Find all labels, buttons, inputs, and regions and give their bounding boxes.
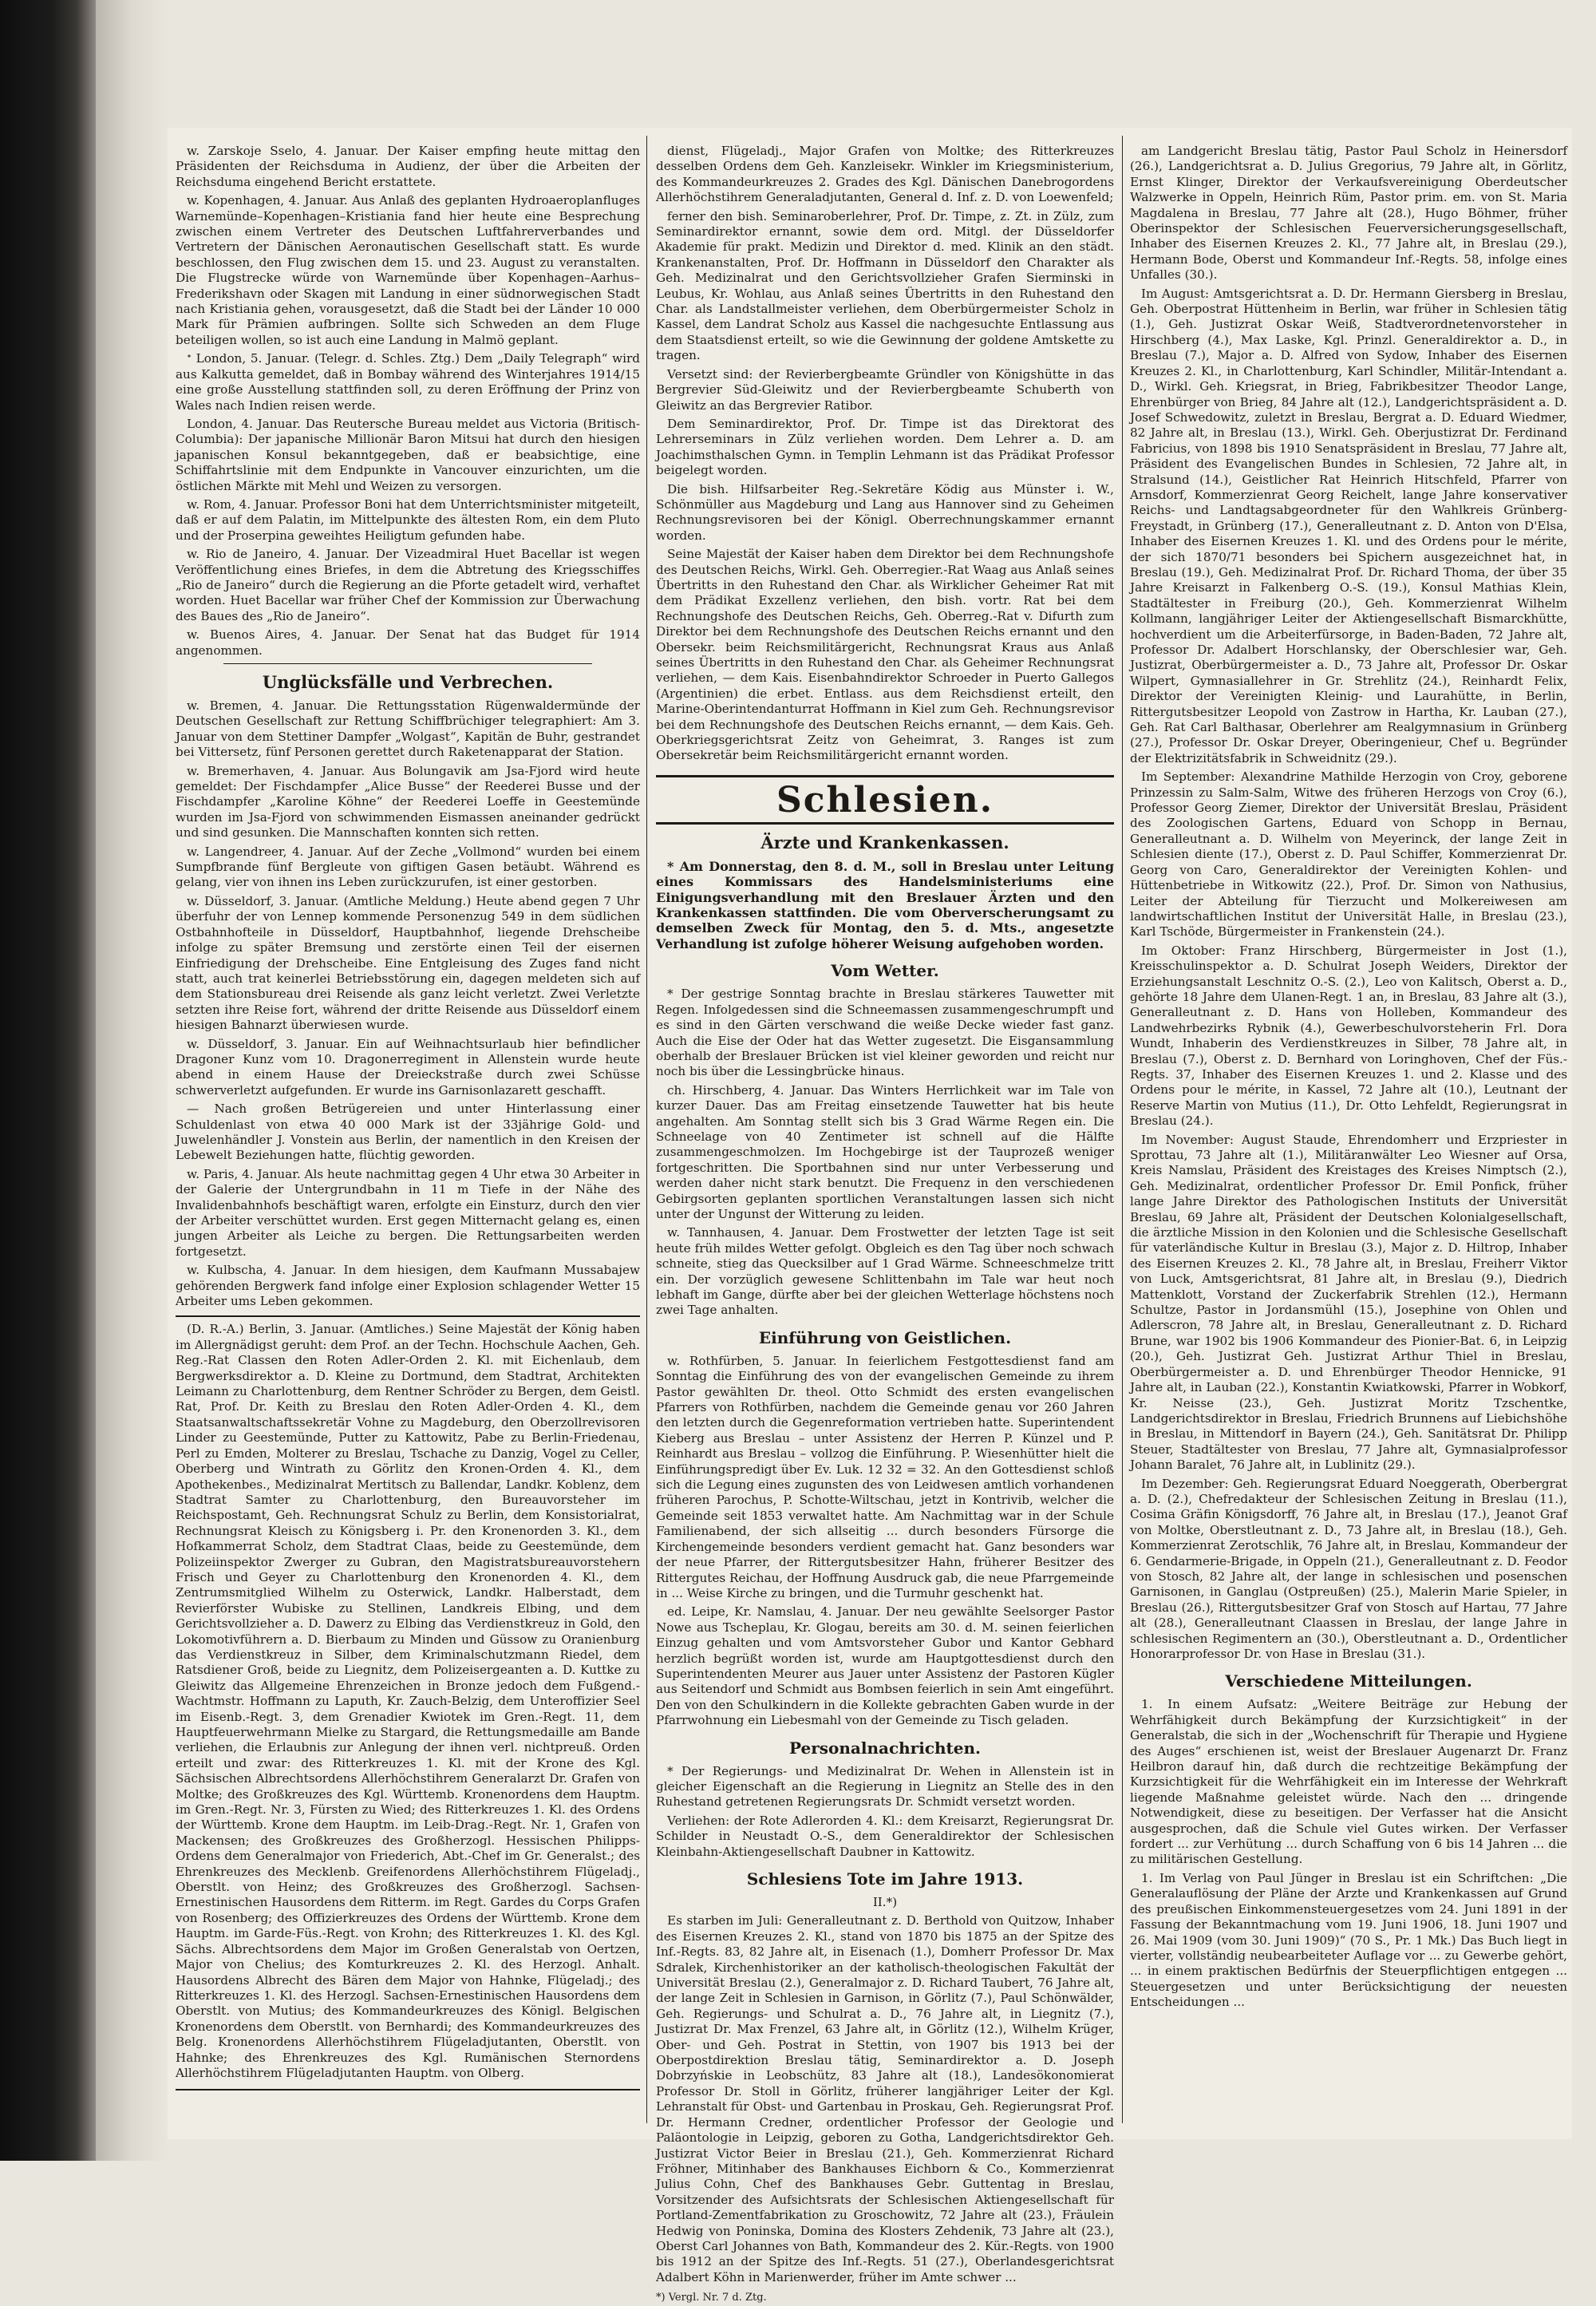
news-item: 1. In einem Aufsatz: „Weitere Beiträge zur Hebung der Wehrfähigkeit durch Bekämpfung der Kurzsichtigkeit“ in der Generalstab, die sich in der „Wochenschrift für Therapie und Hygiene des Auges“ erschienen ist, weist der Breslauer Augenarzt Dr. Franz Heilbron darauf hin, daß durch die rechtzeitige Bekämpfung der Kurzsichtigkeit für die Wehrfähigkeit ein im Interesse der Wehrkraft liegende Maßnahme geleistet würde. Nach den ... dringende Notwendigkeit, diese zu beseitigen. Der Verfasser hat die Ansicht ausgesprochen, daß die Schule viel Gutes wirken. Der Verfasser fordert ... zur Verhütung ... durch Schaffung von 6 bis 14 Jahren ... die zu militärischen Gestellung. bbox=[1130, 1697, 1567, 1867]
news-item: w. Bremen, 4. Januar. Die Rettungsstation Rügenwaldermünde der Deutschen Gesellschaft zur Rettung Schiffbrüchiger telegraphiert: Am 3. Januar von dem Stettiner Dampfer „Wolgast“, Kapitän de Buhr, gestrandet bei Vittersetz, fünf Personen gerettet durch Raketenapparat der Station. bbox=[176, 698, 640, 760]
news-item: Im Dezember: Geh. Regierungsrat Eduard Noeggerath, Oberbergrat a. D. (2.), Chefredakteur der Schlesischen Zeitung in Breslau (11.), Cosima Gräfin Königsdorff, 76 Jahre alt, in Breslau (17.), Jeanot Graf von Moltke, Oberstleutnant z. D., 73 Jahre alt, in Breslau (18.), Geh. Kommerzienrat Zerotschlik, 76 Jahre alt, in Breslau, Kommandeur der 6. Gendarmerie-Brigade, in Oppeln (21.), Generalleutnant z. D. Feodor von Stosch, 82 Jahre alt, der lange in schlesischen und posenschen Garnisonen, in Ganglau (Ostpreußen) (25.), Malerin Marie Spieler, in Breslau (26.), Rittergutsbesitzer Graf von Stosch auf Hartau, 77 Jahre alt (28.), Generalleutnant Claassen in Breslau, der lange Jahre in schlesischen Regimentern an (30.), Oberstleutnant a. D., Ordentlicher Honorarprofessor Dr. von Hase in Breslau (31.). bbox=[1130, 1476, 1567, 1661]
news-item: Versetzt sind: der Revierbergbeamte Gründler von Königshütte in das Bergrevier Süd-Gleiwitz und der Revierbergbeamte Schuberth von Gleiwitz an das Bergrevier Ratibor. bbox=[656, 366, 1114, 413]
news-item: ed. Leipe, Kr. Namslau, 4. Januar. Der neu gewählte Seelsorger Pastor Nowe aus Tscheplau, Kr. Glogau, bereits am 30. d. M. seinen feierlichen Einzug gehalten und vom Amtsvorsteher Gubor und Kantor Gebhard herzlich begrüßt worden ist, wurde am Hauptgottesdienst durch den Superintendenten Meurer aus Jauer unter Assistenz der Pastoren Kügler aus Seitendorf und Schmidt aus Bombsen feierlich in sein Amt eingeführt. Den von den Schulkindern in die Kollekte gebrachten Gaben wurde in der Pfarrwohnung ein Liebesmahl von der Gemeinde zu Tisch geladen. bbox=[656, 1604, 1114, 1728]
news-item: w. Tannhausen, 4. Januar. Dem Frostwetter der letzten Tage ist seit heute früh mildes Wetter gefolgt. Obgleich es den Tag über noch schwach schneite, stieg das Quecksilber auf 1 Grad Wärme. Schneeschmelze tritt ein. Der vorzüglich gewesene Schlittenbahn im Tale war heut noch lebhaft im Gange, dürfte aber bei der gleichen Wetterlage höchstens noch zwei Tage anhalten. bbox=[656, 1225, 1114, 1318]
news-item: Es starben im Juli: Generalleutnant z. D. Berthold von Quitzow, Inhaber des Eisernen Kreuzes 2. Kl., stand von 1870 bis 1875 an der Spitze des Inf.-Regts. 83, 82 Jahre alt, in Eisenach (1.), Domherr Professor Dr. Max Sdralek, Kirchenhistoriker an der katholisch-theologischen Fakultät der Universität Breslau (2.), Generalmajor z. D. Richard Taubert, 76 Jahre alt, der lange Zeit in Schlesien in Garnison, in Görlitz (7.), Paul Schönwälder, Geh. Regierungs- und Schulrat a. D., 76 Jahre alt, in Liegnitz (7.), Justizrat Dr. Max Frenzel, 63 Jahre alt, in Görlitz (12.), Wilhelm Krüger, Ober- und Geh. Postrat in Stettin, von 1907 bis 1913 bei der Oberpostdirektion Breslau tätig, Seminardirektor a. D. Joseph Dobrzyńskie in Leobschütz, 83 Jahre alt (18.), Landesökonomierat Professor Dr. Stoll in Görlitz, früherer langjähriger Leiter der Kgl. Lehranstalt für Obst- und Gartenbau in Proskau, Geh. Regierungsrat Prof. Dr. Hermann Credner, ordentlicher Professor der Geologie und Paläontologie in Leipzig, geboren zu Gotha, Landgerichtsdirektor Geh. Justizrat Victor Beier in Breslau (21.), Geh. Kommerzienrat Richard Fröhner, Mitinhaber des Bankhauses Eichborn & Co., Kommerzienrat Julius Cohn, Chef des Bankhauses Gebr. Guttentag in Breslau, Vorsitzender des Aufsichtsrats der Schlesischen Aktiengesellschaft für Portland-Zementfabrikation zu Groschowitz, 72 Jahre alt (23.), Fräulein Hedwig von Poninska, Domina des Klosters Zehdenik, 73 Jahre alt (23.), Oberst Carl Johannes von Bath, Kommandeur des 2. Kür.-Regts. von 1900 bis 1912 an der Spitze des Inf.-Regts. 51 (27.), Oberlandesgerichtsrat Adalbert Köhn in Marienwerder, früher im Amte schwer ... bbox=[656, 1913, 1114, 2284]
section-heading: Einführung von Geistlichen. bbox=[758, 1327, 1012, 1347]
section-heading: Personalnachrichten. bbox=[789, 1738, 981, 1758]
news-item: w. Kulbscha, 4. Januar. In dem hiesigen, dem Kaufmann Mussabajew gehörenden Bergwerk fand infolge einer Explosion schlagender Wetter 15 Arbeiter ums Leben gekommen. bbox=[176, 1263, 640, 1309]
news-item: * Der Regierungs- und Medizinalrat Dr. Wehen in Allenstein ist in gleicher Eigenschaft an die Regierung in Liegnitz an Stelle des in den Ruhestand getretenen Regierungsrats Dr. Schmidt versetzt worden. bbox=[656, 1763, 1114, 1810]
news-item: Verliehen: der Rote Adlerorden 4. Kl.: dem Kreisarzt, Regierungsrat Dr. Schilder in Neustadt O.-S., dem Generaldirektor der Schlesischen Kleinbahn-Aktiengesellschaft Daubner in Kattowitz. bbox=[656, 1813, 1114, 1859]
news-item: London, 4. Januar. Das Reutersche Bureau meldet aus Victoria (Britisch-Columbia): Der japanische Millionär Baron Mitsui hat durch den hiesigen japanischen Konsul bekanntgegeben, daß er beabsichtige, eine Schiffahrtslinie mit dem Endpunkte in Vancouver einzurichten, um die östlichen Märkte mit Mehl und Weizen zu versorgen. bbox=[176, 416, 640, 493]
news-item: Seine Majestät der Kaiser haben dem Direktor bei dem Rechnungshofe des Deutschen Reichs, Wirkl. Geh. Oberregier.-Rat Waag aus Anlaß seines Übertritts in den Ruhestand den Char. als Wirklicher Geheimer Rat mit dem Prädikat Exzellenz verliehen, den bish. vortr. Rat bei dem Rechnungshofe des Deutschen Reichs, Geh. Oberreg.-Rat v. Difurth zum Direktor bei dem Rechnungshofe des Deutschen Reichs ernannt und den Obersekr. beim Reichsmilitärgericht, Rechnungsrat Kraus aus Anlaß seines Übertritts in den Ruhestand den Char. als Geheimer Rechnungsrat verliehen, — dem Kais. Eisenbahndirektor Schroeder in Puerto Gallegos (Argentinien) die erbet. Entlass. aus dem Reichsdienst erteilt, den Marine-Oberintendanturrat Hoffmann in Kiel zum Geh. Rechnungsrevisor bei dem Rechnungshofe des Deutschen Reichs ernannt, — dem Kais. Geh. Oberkriegsgerichtsrat Zeitz von Geheimrat, 3. Ranges ist zum Obersekretär beim Reichsmilitärgericht ernannt worden. bbox=[656, 547, 1114, 763]
column-1 bbox=[176, 144, 640, 2123]
news-item: w. Rom, 4. Januar. Professor Boni hat dem Unterrichtsminister mitgeteilt, daß er auf dem Palatin, im Mittelpunkte des ältesten Rom, ein dem Pluto und der Proserpina geweihtes Heiligtum gefunden habe. bbox=[176, 496, 640, 543]
section-heading: Vom Wetter. bbox=[831, 961, 939, 981]
column-2 bbox=[656, 144, 1114, 2304]
section-heading: Schlesiens Tote im Jahre 1913. bbox=[746, 1869, 1024, 1889]
news-item: w. Düsseldorf, 3. Januar. Ein auf Weihnachtsurlaub hier befindlicher Dragoner Kunz vom 10. Dragonerregiment in Allenstein wurde heute abend in einem Hause der Dreieckstraße durch zwei Schüsse schwerverletzt aufgefunden. Er wurde ins Garnisonlazarett geschafft. bbox=[176, 1036, 640, 1098]
news-item: * Der gestrige Sonntag brachte in Breslau stärkeres Tauwetter mit Regen. Infolgedessen sind die Schneemassen zusammengeschrumpft und es sind in den Gärten verschwand die weiße Decke wieder fast ganz. Auch die Eise der Oder hat das Wetter zugesetzt. Die Eisgansammlung oberhalb der Breslauer Brücken ist viel kleiner geworden und reicht nur noch bis über die Lessingbrücke hinaus. bbox=[656, 987, 1114, 1079]
news-item: w. Rio de Janeiro, 4. Januar. Der Vizeadmiral Huet Bacellar ist wegen Veröffentlichung eines Briefes, in dem die Abtretung des Kriegsschiffes „Rio de Janeiro“ durch die Regierung an die Pforte getadelt wird, verhaftet worden. Huet Bacellar war früher Chef der Kommission zur Überwachung des Baues des „Rio de Janeiro“. bbox=[176, 547, 640, 623]
news-item: Dem Seminardirektor, Prof. Dr. Timpe ist das Direktorat des Lehrerseminars in Zülz verliehen worden. Dem Lehrer a. D. am Joachimsthalschen Gymn. in Templin Lehmann ist das Prädikat Professor beigelegt worden. bbox=[656, 416, 1114, 478]
news-item: w. Düsseldorf, 3. Januar. (Amtliche Meldung.) Heute abend gegen 7 Uhr überfuhr der von Lennep kommende Personenzug 549 in dem südlichen Ostbahnhofteile in Düsseldorf, Hauptbahnhof, liegende Drehscheibe infolge zu später Bremsung und zerstörte einen Teil der eisernen Einfriedigung der Drehscheibe. Eine Entgleisung des Zuges fand nicht statt, auch trat keinerlei Betriebsstörung ein, dagegen meldeten sich auf dem Stationsbureau drei Reisende als ganz leicht verletzt. Zwei Verletzte setzten ihre Reise fort, während der dritte Reisende aus Düsseldorf einem hiesigen Bahnarzt überwiesen wurde. bbox=[176, 893, 640, 1033]
news-item: w. Zarskoje Sselo, 4. Januar. Der Kaiser empfing heute mittag den Präsidenten der Reichsduma in Audienz, der über die Arbeiten der Reichsduma eingehend Bericht erstattete. bbox=[176, 144, 640, 189]
column-3 bbox=[1130, 144, 1567, 2123]
page-gutter bbox=[96, 0, 168, 2161]
section-subheading: II.*) bbox=[872, 1895, 898, 1909]
news-item: am Landgericht Breslau tätig, Pastor Paul Scholz in Heinersdorf (26.), Landgerichtsrat a. D. Julius Gregorius, 79 Jahre alt, in Görlitz, Ernst Klinger, Direktor der Verkaufsvereinigung Oberdeutscher Walzwerke in Oppeln, Heinrich Rüm, Pastor prim. em. von St. Maria Magdalena in Breslau, 77 Jahre alt (28.), Hugo Böhmer, früher Oberinspektor der Schlesischen Feuerversicherungsgesellschaft, Inhaber des Eisernen Kreuzes 2. Kl., 77 Jahre alt, in Breslau (29.), Hermann Bode, Oberst und Kommandeur Inf.-Regts. 58, infolge eines Unfalles (30.). bbox=[1130, 144, 1567, 283]
news-item: w. Buenos Aires, 4. Januar. Der Senat hat das Budget für 1914 angenommen. bbox=[176, 627, 640, 658]
section-heading: Unglücksfälle und Verbrechen. bbox=[262, 672, 554, 692]
section-heading: Ärzte und Krankenkassen. bbox=[760, 832, 1009, 852]
column-rule bbox=[1122, 136, 1123, 2123]
news-item: 1. Im Verlag von Paul Jünger in Breslau ist ein Schriftchen: „Die Generalauflösung der Pläne der Arzte und Krankenkassen auf Grund des preußischen Einkommensteuergesetzes vom 24. Juni 1891 in der Fassung der Bekanntmachung vom 19. Juni 1906, 18. Juni 1907 und 26. Mai 1909 (vom 30. Juni 1909)“ (70 S., Pr. 1 Mk.) Das Buch liegt in vierter, vollständig neubearbeiteter Auflage vor ... zu Gewerbe gehört, ... in einem praktischen Bedürfnis der Steuerpflichtigen entgegen ... Steuergesetzen und unter Berücksichtigung der neuesten Entscheidungen ... bbox=[1130, 1870, 1567, 2010]
news-item: w. Kopenhagen, 4. Januar. Aus Anlaß des geplanten Hydroaeroplanfluges Warnemünde–Kopenhagen–Kristiania fand hier heute eine Besprechung zwischen einem Vertreter des Deutschen Luftfahrerverbandes und Vertretern der Dänischen Aeronautischen Gesellschaft statt. Es wurde beschlossen, den Flug zwischen dem 15. und 23. August zu veranstalten. Die Flugstrecke würde von Warnemünde über Kopenhagen–Aarhus–Frederikshavn oder Skagen mit Landung in einer südnorwegischen Stadt nach Kristiania gehen, vorausgesetzt, daß die Stadt bei der Länder 10 000 Mark für Prämien aufbringen. Sollte sich Schweden an dem Fluge beteiligen wollen, so ist auch eine Landung in Malmö geplant. bbox=[176, 193, 640, 347]
news-item: Im November: August Staude, Ehrendomherr und Erzpriester in Sprottau, 73 Jahre alt (1.), Militäranwälter Leo Wiesner auf Orsa, Kreis Namslau, Präsident des Kreistages des Kreises Nimptsch (2.), Geh. Medizinalrat, ordentlicher Professor Dr. Emil Ponfick, früher lange Jahre Direktor des Pathologischen Instituts der Universität Breslau, 69 Jahre alt, Präsident der Deutschen Kolonialgesellschaft, die ärztliche Mission in den Kolonien und die Schlesische Gesellschaft für vaterländische Kultur in Breslau (3.), Major z. D. Hiltrop, Inhaber des Eisernen Kreuzes 2. Kl., 78 Jahre alt, in Breslau, Freiherr Viktor von Luck, Amtsgerichtsrat, 81 Jahre alt, in Breslau (9.), Diedrich Mattenklott, Vorstand der Zuckerfabrik Strehlen (12.), Hermann Schultze, Pastor in Jordansmühl (15.), Josephine von Ohlen und Adlerscron, 78 Jahre alt, in Breslau, Generalleutnant z. D. Richard Brune, war 1902 bis 1906 Kommandeur des Pionier-Bat. 6, in Leipzig (20.), Geh. Justizrat Geh. Justizrat Arthur Thiel in Breslau, Oberbürgermeister a. D. und Ehrenbürger Theodor Hennicke, 91 Jahre alt, in Lauban (22.), Konstantin Kwiatkowski, Pfarrer in Wobkorf, Kr. Neisse (23.), Geh. Justizrat Moritz Tzschentke, Landgerichtsdirektor in Breslau, Friedrich Brunnens auf Liebichshöhe in Breslau, in Mittendorf in Bayern (24.), Geh. Sanitätsrat Dr. Philipp Steuer, Stadtältester von Breslau, 77 Jahre alt, Gymnasialprofessor Johann Baralet, 76 Jahre alt, in Lublinitz (29.). bbox=[1130, 1132, 1567, 1473]
news-item: Im August: Amtsgerichtsrat a. D. Dr. Hermann Giersberg in Breslau, Geh. Oberpostrat Hüttenheim in Berlin, war früher in Schlesien tätig (1.), Geh. Justizrat Oskar Weiß, Stadtverordnetenvorsteher in Hirschberg (4.), Max Laske, Kgl. Prinzl. Generaldirektor a. D., in Breslau (7.), Major a. D. Alfred von Sydow, Inhaber des Eisernen Kreuzes 2. Kl., in Charlottenburg, Karl Schindler, Militär-Intendant a. D., Wirkl. Geh. Kriegsrat, in Brieg, Fabrikbesitzer Theodor Lange, Ehrenbürger von Brieg, 84 Jahre alt (12.), Landgerichtspräsident a. D. Josef Schwedowitz, zuletzt in Breslau, Bergrat a. D. Eduard Wiedmer, 82 Jahre alt, in Breslau (13.), Wirkl. Geh. Oberjustizrat Dr. Ferdinand Fabricius, von 1898 bis 1910 Senatspräsident in Breslau, 77 Jahre alt, Präsident des Evangelischen Bundes in Schlesien, 72 Jahre alt, in Stralsund (14.), Geistlicher Rat Heinrich Hitschfeld, Pfarrer von Arnsdorf, Kommerzienrat Georg Reichelt, lange Jahre konservativer Reichs- und Landtagsabgeordneter für den Wahlkreis Grünberg-Freystadt, in Grünberg (17.), Generalleutnant z. D. Anton von D'Elsa, Inhaber des Eisernen Kreuzes 1. Kl. und des Ordens pour le mérite, der sich 1870/71 besonders bei Spichern ausgezeichnet hat, in Breslau (19.), Geh. Medizinalrat Prof. Dr. Richard Thoma, der über 35 Jahre Kreisarzt in Falkenberg O.-S. (19.), Konsul Mathias Klein, Stadtältester in Freiburg (20.), Geh. Kommerzienrat Wilhelm Kollmann, langjähriger Leiter der Aktiengesellschaft Bismarckhütte, hochverdient um die Arbeiterfürsorge, in Baden-Baden, 72 Jahre alt, Professor Dr. Adalbert Horschlansky, der Oberschlesier war, Geh. Justizrat, Oberbürgermeister a. D., 73 Jahre alt, Professor Dr. Oskar Wilpert, Gymnasiallehrer in Gr. Strehlitz (24.), Reinhardt Felix, Direktor der Vereinigten Kleinig- und Laurahütte, in Berlin, Rittergutsbesitzer Leopold von Zastrow in Hartha, Kr. Lauban (27.), Geh. Rat Carl Balthasar, Oberlehrer am Realgymnasium in Grünberg (27.), Professor Dr. Oskar Dreyer, Oberingenieur, Chef u. Begründer der Elektrizitätsfabrik in Schweidnitz (29.). bbox=[1130, 286, 1567, 765]
news-item: Die bish. Hilfsarbeiter Reg.-Sekretäre Ködig aus Münster i. W., Schönmüller aus Magdeburg und Lang aus Hannover sind zu Geheimen Rechnungsrevisoren bei der Königl. Oberrechnungskammer ernannt worden. bbox=[656, 481, 1114, 543]
section-heading: Verschiedene Mitteilungen. bbox=[1225, 1671, 1472, 1691]
footnote: *) Vergl. Nr. 7 d. Ztg. bbox=[656, 2292, 767, 2304]
newspaper-page bbox=[168, 128, 1572, 2304]
news-item: * Am Donnerstag, den 8. d. M., soll in Breslau unter Leitung eines Kommissars des Handelsministeriums eine Einigungsverhandlung mit den Breslauer Ärzten und den Krankenkassen stattfinden. Die vom Oberverscherungsamt zu demselben Zweck für Montag, den 5. d. Mts., angesetzte Verhandlung ist zufolge höherer Weisung aufgehoben worden. bbox=[656, 858, 1114, 951]
news-item: w. Paris, 4. Januar. Als heute nachmittag gegen 4 Uhr etwa 30 Arbeiter in der Galerie der Untergrundbahn in 11 m Tiefe in der Nähe des Invalidenbahnhofs beschäftigt waren, erfolgte ein Einsturz, durch den vier der Arbeiter verschüttet wurden. Erst gegen Mitternacht gelang es, einen jungen Arbeiter als Leiche zu bergen. Die Rettungsarbeiten werden fortgesetzt. bbox=[176, 1166, 640, 1259]
official-notice: (D. R.-A.) Berlin, 3. Januar. (Amtliches.) Seine Majestät der König haben im Allergnädigst geruht: dem Prof. an der Techn. Hochschule Aachen, Geh. Reg.-Rat Classen den Roten Adler-Orden 2. Kl. mit Eichenlaub, dem Bergwerksdirektor a. D. Kleine zu Dortmund, dem Stadtrat, Architekten Leimann zu Charlottenburg, dem Rentner Schröder zu Bergen, dem Geistl. Rat, Prof. Dr. Keith zu Breslau den Roten Adler-Orden 4. Kl., dem Staatsanwaltschaftssekretär Vohne zu Magdeburg, den Oberzollrevisoren Linder zu Geestemünde, Putter zu Kattowitz, Pabe zu Berlin-Friedenau, Perl zu Emden, Molterer zu Breslau, Tschache zu Danzig, Vogel zu Celler, Oberberg und Wintrath zu Görlitz den Kronen-Orden 4. Kl., dem Apothekenbes., Medizinalrat Mertitsch zu Ballendar, Landkr. Koblenz, dem Stadtrat Samter zu Charlottenburg, den Bureauvorsteher im Reichspostamt, Geh. Rechnungsrat Schulz zu Berlin, dem Konsistorialrat, Rechnungsrat Kleisch zu Königsberg i. Pr. den Kronenorden 3. Kl., dem Hofkammerrat Scholz, dem Stadtrat Claas, beide zu Geestemünde, dem Polizeiinspektor Zwerger zu Gubran, den Magistratsbureauvorstehern Frisch und Geyer zu Charlottenburg den Kronenorden 4. Kl., dem Zentrumsmitglied Wilhelm zu Osterwick, Landkr. Halberstadt, dem Revierförster Wubiske zu Stellinen, Landkreis Elbing, und dem Gerichtsvollzieher a. D. Dawerz zu Elbing das Verdienstkreuz in Gold, den Lokomotivführern a. D. Bierbaum zu Minden und Güssow zu Oranienburg das Verdienstkreuz in Silber, dem Kriminalschutzmann Riedel, dem Ratsdiener Groß, beide zu Liegnitz, dem Polizeisergeanten a. D. Kuttke zu Gleiwitz das Allgemeine Ehrenzeichen in Bronze jedoch dem Fußgend.-Wachtmstr. Hoffmann zu Laputh, Kr. Zauch-Belzig, dem Unteroffizier Seel im Eisenb.-Regt. 3, dem Grenadier Kwiotek im Gren.-Regt. 11, dem Hauptfeuerwehrmann Mielke zu Stargard, die Rettungsmedaille am Bande verliehen, die Erlaubnis zur Anlegung der ihnen verl. nichtpreuß. Orden erteilt und zwar: des Ritterkreuzes 1. Kl. mit der Krone des Kgl. Sächsischen Albrechtsordens Allerhöchstihrem Generalarzt Dr. Grafen von Moltke; des Großkreuzes des Kgl. Württemb. Kronenordens dem Hauptm. im Gren.-Regt. Nr. 3, Fürsten zu Wied; des Ritterkreuzes 1. Kl. des Ordens der Württemb. Krone dem Hauptm. im Leib-Drag.-Regt. Nr. 1, Grafen von Mackensen; des Großkreuzes des Großherzogl. Hessischen Philipps-Ordens dem Generalmajor von Friederich, Abt.-Chef im Gr. Generalst.; des Ehrenkreuzes des Mecklenb. Greifenordens Allerhöchstihrem Flügeladj., Oberstlt. von Heinz; des Großkreuzes des Großherzogl. Sachsen-Ernestinischen Hausordens dem Ritterm. im Regt. Gardes du Corps Grafen von Rosenberg; des Offizierkreuzes des Ordens der Württemb. Krone dem Hauptm. im Garde-Füs.-Regt. von Krohn; des Ritterkreuzes 1. Kl. des Kgl. Sächs. Albrechtsordens dem Major im Großen Generalstab von Oertzen, Major von Chelius; des Komturkreuzes 2. Kl. des Herzogl. Anhalt. Hausordens Albrecht des Bären dem Major von Hahnke, Flügeladj.; des Ritterkreuzes 1. Kl. des Herzogl. Sachsen-Ernestinischen Hausordens dem Oberstlt. von Mutius; des Kommandeurkreuzes des Königl. Belgischen Kronenordens dem Oberstlt. von Bernhardi; des Kommandeurkreuzes des Belg. Kronenordens Allerhöchstihrem Flügeladjutanten, Oberstlt. von Hahnke; des Ehrenkreuzes des Kgl. Rumänischen Sternordens Allerhöchstihrem Flügeladjutanten Hauptm. von Olberg. bbox=[176, 1322, 640, 2080]
news-item: Im September: Alexandrine Mathilde Herzogin von Croy, geborene Prinzessin zu Salm-Salm, Witwe des früheren Herzogs von Croy (6.), Professor Georg Ziemer, Direktor der Universität Breslau, Präsident des Zoologischen Gartens, Eduard von Schopp in Bernau, Generalleutnant a. D. Wilhelm von Meyerinck, der lange Zeit in Schlesien diente (17.), Oberst z. D. Paul Schiffer, Kommerzienrat Dr. Georg von Caro, Generaldirektor der Vereinigten Kohlen- und Hüttenbetriebe in Witkowitz (22.), Prof. Dr. Simon von Nathusius, Leiter der Abteilung für Tierzucht und Molkereiwesen am landwirtschaftlichen Institut der Universität Halle, in Breslau (23.), Karl Tschöde, Bürgermeister in Frankenstein (24.). bbox=[1130, 769, 1567, 939]
news-item: w. Rothfürben, 5. Januar. In feierlichem Festgottesdienst fand am Sonntag die Einführung des von der evangelischen Gemeinde zu ihrem Pastor gewählten Dr. theol. Otto Schmidt des ersten evangelischen Pfarrers von Rothfürben, nachdem die Gemeinde genau vor 260 Jahren den letzten durch die Gegenreformation vertrieben hatte. Superintendent Kieberg aus Breslau – unter Assistenz der Herren P. Künzel und P. Reinhardt aus Breslau – vollzog die Einführung. P. Wiesenhütter hielt die Einführungspredigt über Ev. Luk. 12 32 = 32. An den Gottesdienst schloß sich die Legung eines zugunsten des von Leidwesen amtlich vorhandenen früheren Parochus, P. Schotte-Wiltschau, jetzt in Kontrivib, welcher die Gemeinde seit 1853 verwaltet hatte. Am Nachmittag war in der Schule Familienabend, der sich allseitig ... durch besonders Fürsorge die Kirchengemeinde besonders verdient gemacht hat. Ganz besonders war der neue Pfarrer, der Rittergutsbesitzer Hahn, früherer Besitzer des Rittergutes Reichau, der Hoffnung Ausdruck gab, die neue Pfarrgemeinde in ... Weise Kirche zu bringen, und die Turmuhr geschenkt hat. bbox=[656, 1353, 1114, 1600]
section-banner bbox=[656, 775, 1114, 825]
news-item: w. Langendreer, 4. Januar. Auf der Zeche „Vollmond“ wurden bei einem Sumpfbrande fünf Bergleute von giftigen Gasen betäubt. Während es gelang, vier von ihnen ins Leben zurückzurufen, ist einer gestorben. bbox=[176, 844, 640, 890]
news-item: ch. Hirschberg, 4. Januar. Das Winters Herrlichkeit war im Tale von kurzer Dauer. Das am Freitag einsetzende Tauwetter hat bis heute angehalten. Am Sonntag stellt sich bis 3 Grad Wärme Regen ein. Die Schneelage von 40 Zentimeter ist schnell auf die Hälfte zusammengeschmolzen. Im Hochgebirge ist der Tauprozeß weniger fortgeschritten. Die Sportbahnen sind nur unter Verbesserung und werden daher nicht stark benutzt. Die Frequenz in den verschiedenen Gebirgsorten geplanten sportlichen Veranstaltungen lassen sich nicht unter der Ungunst der Witterung zu leiden. bbox=[656, 1082, 1114, 1221]
news-item: ferner den bish. Seminaroberlehrer, Prof. Dr. Timpe, z. Zt. in Zülz, zum Seminardirektor ernannt, sowie dem ord. Mitgl. der Düsseldorfer Akademie für prakt. Medizin und Direktor d. med. Klinik an den städt. Krankenanstalten, Prof. Dr. Hoffmann in Düsseldorf den Charakter als Geh. Medizinalrat und den Gerichtsvollzieher Grafen Sierminski in Leubus, Kr. Wohlau, aus Anlaß seines Übertritts in den Ruhestand den Char. als Landstallmeister verliehen, dem Oberbürgermeister Scholz in Kassel, dem Landrat Scholz aus Kassel die nachgesuchte Entlassung aus dem Staatsdienst erteilt, so wie die Gewinnung der goldene Amtskette zu tragen. bbox=[656, 208, 1114, 363]
book-binding bbox=[0, 0, 96, 2161]
section-title: Schlesien. bbox=[776, 779, 994, 821]
section-divider bbox=[223, 663, 592, 664]
news-item: ᐩ London, 5. Januar. (Telegr. d. Schles. Ztg.) Dem „Daily Telegraph“ wird aus Kalkutta gemeldet, daß in Bombay während des Winterjahres 1914/15 eine große Ausstellung stattfinden soll, zu deren Eröffnung der Prinz von Wales nach Indien reisen werde. bbox=[176, 351, 640, 413]
news-item: w. Bremerhaven, 4. Januar. Aus Bolungavik am Jsa-Fjord wird heute gemeldet: Der Fischdampfer „Alice Busse“ der Reederei Busse und der Fischdampfer „Karoline Köhne“ der Reederei Loeffe in Geestemünde wurden im Jsa-Fjord von schwimmenden Eismassen aneinander gedrückt und sind gesunken. Die Mannschaften konnten sich retten. bbox=[176, 763, 640, 841]
official-notice-box bbox=[176, 1315, 640, 2090]
column-rule bbox=[646, 136, 647, 2123]
news-item: — Nach großen Betrügereien und unter Hinterlassung einer Schuldenlast von etwa 40 000 Mark ist der 33jährige Gold- und Juwelenhändler J. Vonstein aus Berlin, der namentlich in den Kreisen der Lebewelt Beziehungen hatte, flüchtig geworden. bbox=[176, 1102, 640, 1163]
news-item: Im Oktober: Franz Hirschberg, Bürgermeister in Jost (1.), Kreisschulinspektor a. D. Schulrat Joseph Weiders, Direktor der Erziehungsanstalt Leschnitz O.-S. (2.), Leo von Kalitsch, Oberst a. D., gehörte 18 Jahre dem Ulanen-Regt. 1 an, in Breslau, 83 Jahre alt (3.), Generalleutnant z. D. Hans von Holleben, Kommandeur des Landwehrbezirks Rybnik (4.), Gewerbeschulvorsteherin Frl. Dora Wundt, Inhaberin des Verdienstkreuzes in Silber, 78 Jahre alt, in Breslau (7.), Oberst z. D. Bernhard von Loringhoven, Chef der Füs.-Regts. 37, Inhaber des Eisernen Kreuzes 1. und 2. Klasse und des Ordens pour le mérite, in Kassel, 72 Jahre alt (10.), Leutnant der Reserve Martin von Mutius (11.), Dr. Otto Lehfeldt, Regierungsrat in Breslau (24.). bbox=[1130, 943, 1567, 1129]
news-item: dienst, Flügeladj., Major Grafen von Moltke; des Ritterkreuzes desselben Ordens dem Geh. Kanzleisekr. Winkler im Kriegsministerium, des Kommandeurkreuzes 2. Grades des Kgl. Dänischen Danebrogordens Allerhöchstihrem Generaladjutanten, General d. Inf. z. D. von Loewenfeld; bbox=[656, 144, 1114, 205]
